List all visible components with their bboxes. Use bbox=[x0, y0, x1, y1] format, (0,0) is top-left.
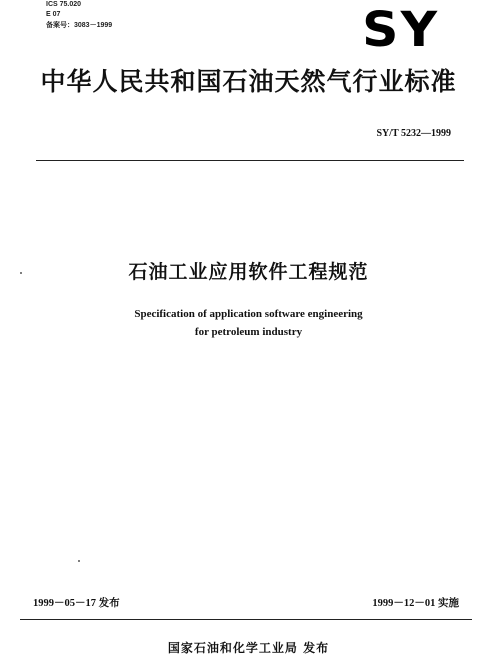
standard-code: SY/T 5232—1999 bbox=[376, 128, 451, 139]
sy-logo: SY bbox=[361, 2, 439, 58]
classification-code: E 07 bbox=[46, 11, 61, 18]
ics-number: ICS 75.020 bbox=[46, 1, 82, 8]
bottom-divider bbox=[20, 619, 472, 620]
top-divider bbox=[36, 160, 464, 161]
issue-date: 1999－05－17 发布 bbox=[33, 598, 120, 609]
registration-number: 备案号：3083－1999 bbox=[46, 22, 113, 29]
implementation-date: 1999－12－01 实施 bbox=[372, 598, 459, 609]
publisher: 国家石油和化学工业局 发布 bbox=[167, 641, 330, 655]
document-title-en-line2: for petroleum industry bbox=[194, 326, 303, 338]
document-title-cn: 石油工业应用软件工程规范 bbox=[128, 261, 369, 283]
speck bbox=[78, 560, 80, 562]
standard-title: 中华人民共和国石油天然气行业标准 bbox=[40, 67, 457, 96]
document-title-en-line1: Specification of application software engineering bbox=[134, 308, 363, 320]
